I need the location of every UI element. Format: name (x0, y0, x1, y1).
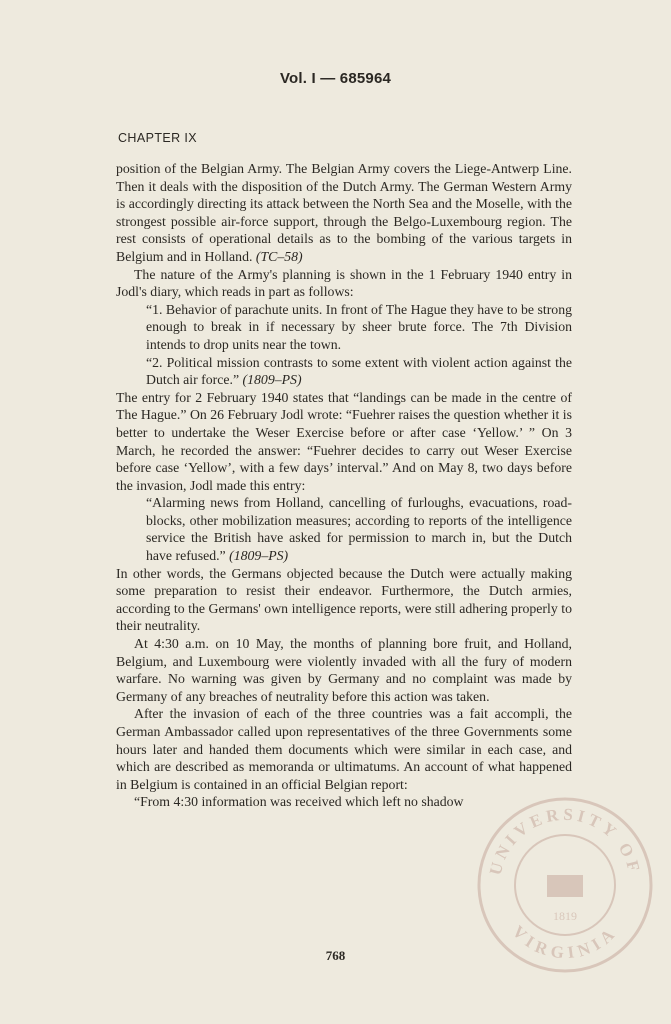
running-head: Vol. I — 685964 (279, 70, 392, 87)
svg-text:1819: 1819 (553, 909, 577, 923)
quote-block-1 (116, 301, 572, 389)
page-number: 768 (325, 948, 346, 963)
quote-item-1: “1. Behavior of parachute units. In front of The Hague they have to be strong enough to break in if necessary by sheer brute force. The 7th Division intends to drop units near the town. (146, 301, 572, 352)
paragraph-5: At 4:30 a.m. on 10 May, the months of planning bore fruit, and Holland, Belgium, and Luxembourg were violently invaded with all the fury of modern warfare. No warning was given by Germany and no complaint was made by Germany of any breaches of neutrality before this action was taken. (116, 636, 572, 704)
paragraph-1: position of the Belgian Army. The Belgian Army covers the Liege-Antwerp Line. Then it deals with the disposition of the Dutch Army. The German Western Army is accordingly directing its attack between the North Sea and the Moselle, with the strongest possible air-force support, through the Belgo-Luxembourg region. The rest consists of operational details as to the bombing of the various targets in Belgium and in Holland. (TC–58) (116, 161, 572, 264)
university-seal-watermark (475, 795, 655, 975)
svg-text:VIRGINIA: VIRGINIA (508, 921, 622, 963)
paragraph-3: The entry for 2 February 1940 states that “landings can be made in the centre of The Hague.” On 26 February Jodl wrote: “Fuehrer raises the question whether it is better to undertake the Weser Exercise before or after case ‘Yellow.’ ” On 3 March, he recorded the answer: “Fuehrer decides to carry out Weser Exercise before case ‘Yellow’, with a few days’ interval.” And on May 8, two days before the invasion, Jodl made this entry: (116, 389, 572, 493)
citation-tc58: (TC–58) (255, 248, 303, 264)
quote-item-2: “2. Political mission contrasts to some extent with violent action against the Dutch air force.” (1809–PS) (146, 354, 572, 388)
citation-1809ps-a: (1809–PS) (242, 372, 302, 388)
body-text (116, 160, 572, 811)
paragraph-4: In other words, the Germans objected because the Dutch were actually making some preparation to resist their endeavor. Furthermore, the Dutch armies, according to the Germans' own intelligence reports, were still adhering properly to their neutrality. (116, 565, 572, 634)
paragraph-7: “From 4:30 information was received which left no shadow (134, 794, 464, 810)
quote-item-3: “Alarming news from Holland, cancelling of furloughs, evacuations, road-blocks, other mobilization measures; according to reports of the intelligence service the British have asked for permission to march in, but the Dutch have refused.” (1809–PS) (146, 495, 572, 564)
citation-1809ps-b: (1809–PS) (229, 548, 289, 564)
svg-text:UNIVERSITY OF: UNIVERSITY OF (485, 804, 645, 878)
paragraph-2: The nature of the Army's planning is shown in the 1 February 1940 entry in Jodl's diary, which reads in part as follows: (116, 266, 572, 300)
chapter-label: CHAPTER IX (118, 131, 198, 145)
quote-block-2 (116, 494, 572, 564)
paragraph-6: After the invasion of each of the three countries was a fait accompli, the German Ambassador called upon representatives of the three Governments some hours later and handed them documents which were similar in each case, and which are described as memoranda or ultimatums. An account of what happened in Belgium is contained in an official Belgian report: (116, 706, 572, 792)
